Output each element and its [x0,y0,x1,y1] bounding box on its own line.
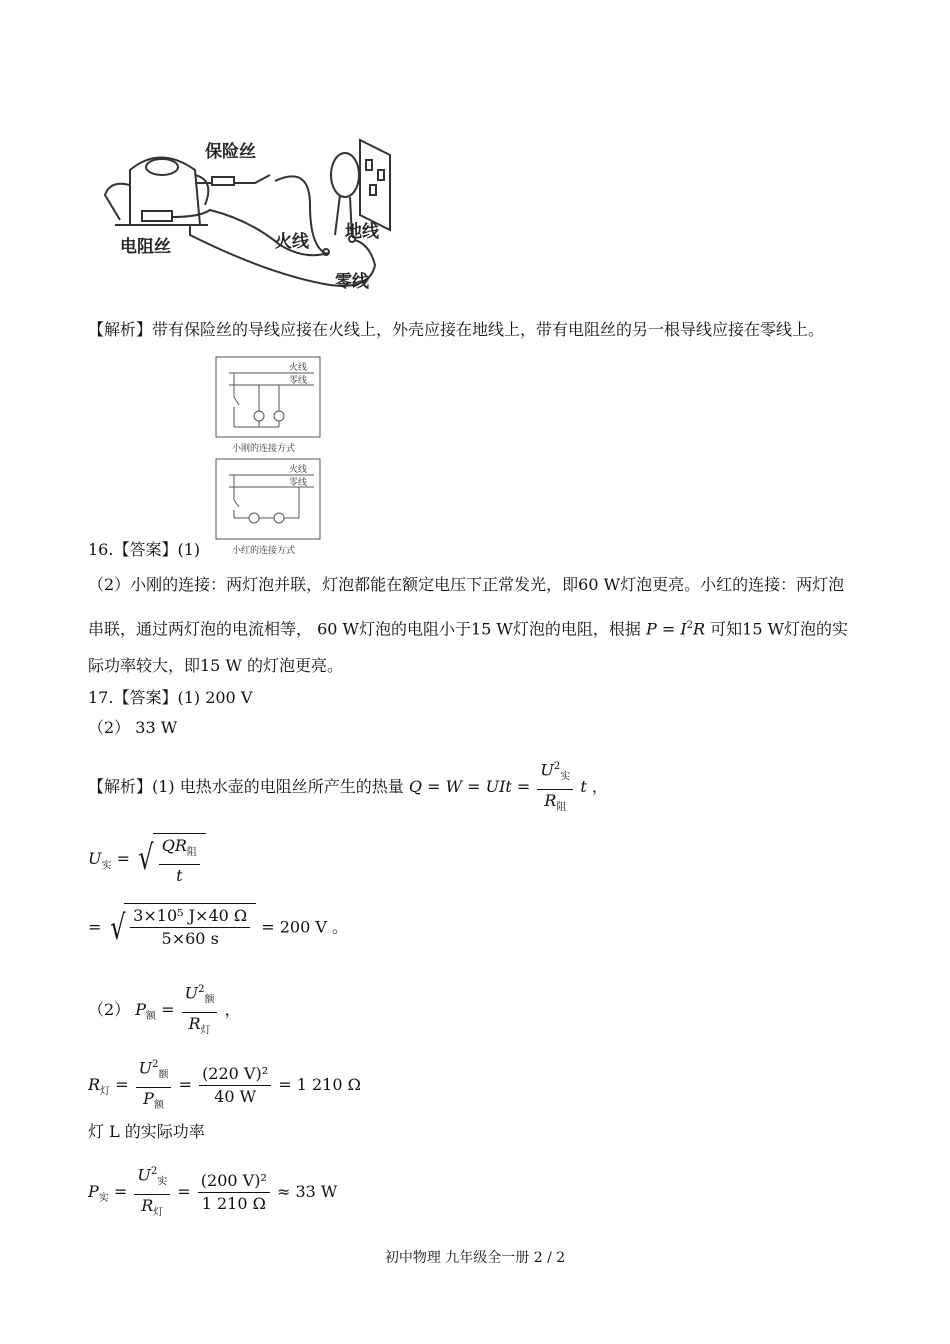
formula-p-rated: （2） $P_额$ = $\frac{U^2_额}{R_灯}$ ， [88,980,241,1041]
caption-xiaohong: 小红的连接方式 [232,546,296,556]
label-resistor: 电阻丝 [120,237,171,257]
label-fuse: 保险丝 [205,142,256,162]
caption-xiaogang: 小刚的连接方式 [232,444,296,454]
lamp-power-text: 灯 L 的实际功率 [88,1122,205,1141]
q16-part2-a: （2）小刚的连接：两灯泡并联，灯泡都能在额定电压下正常发光，即60 W灯泡更亮。小红的连接：两灯泡 [88,575,845,594]
formula-u-value: = √ $\frac{\text{3×10⁵ J×40 Ω}}{5\times 60 s}$ = 200 V 。 [88,903,348,953]
q16-part2-b: 串联，通过两灯泡的电流相等， 60 W灯泡的电阻小于15 W灯泡的电阻，根据 $P = I^2R$ 可知15 W灯泡的实 [88,619,849,639]
neutral-label-2: 零线 [289,478,308,488]
q16-part2-c: 际功率较大，即15 W 的灯泡更亮。 [88,656,343,675]
formula-p-actual: $P_实$ = $\frac{U^2_实}{R_灯}$ = $\frac{\text{(200 V)²}}{1 210 \Omega}$ ≈ 33 W [88,1162,337,1223]
formula-p-i2r: P [645,619,657,639]
formula-u-sqrt: $U_实$ = √ $\frac{QR_阻}{t}$ [88,833,206,886]
circuit-figure [214,355,324,560]
page-footer: 初中物理 九年级全一册 2 / 2 [384,1250,566,1266]
neutral-label-1: 零线 [289,376,308,386]
fraction-u2-r: $\frac{U^2_实}{R_阻}$ [537,757,573,818]
q16-answer-head: 16.【答案】(1) [88,540,201,559]
kettle-wiring-figure [90,125,400,295]
label-ground: 地线 [345,222,379,242]
q17-analysis-1: 【解析】(1) 电热水壶的电阻丝所产生的热量 Q = W = UIt = $\frac{U^2_实}{R_阻}$ t ， [88,757,608,818]
q17-answer-2: （2） 33 W [88,718,178,737]
q17-answer-head: 17.【答案】(1) 200 V [88,688,253,707]
formula-r-lamp: $R_灯$ = $\frac{U^2_额}{P_额}$ = $\frac{\text{(220 V)²}}{40 W}$ = 1 210 Ω [88,1055,361,1116]
live-label-2: 火线 [289,465,308,475]
live-label-1: 火线 [289,363,308,373]
q15-analysis: 【解析】带有保险丝的导线应接在火线上，外壳应接在地线上，带有电阻丝的另一根导线应接在零线上。 [88,320,825,339]
label-neutral: 零线 [335,272,369,292]
label-live: 火线 [275,232,309,252]
